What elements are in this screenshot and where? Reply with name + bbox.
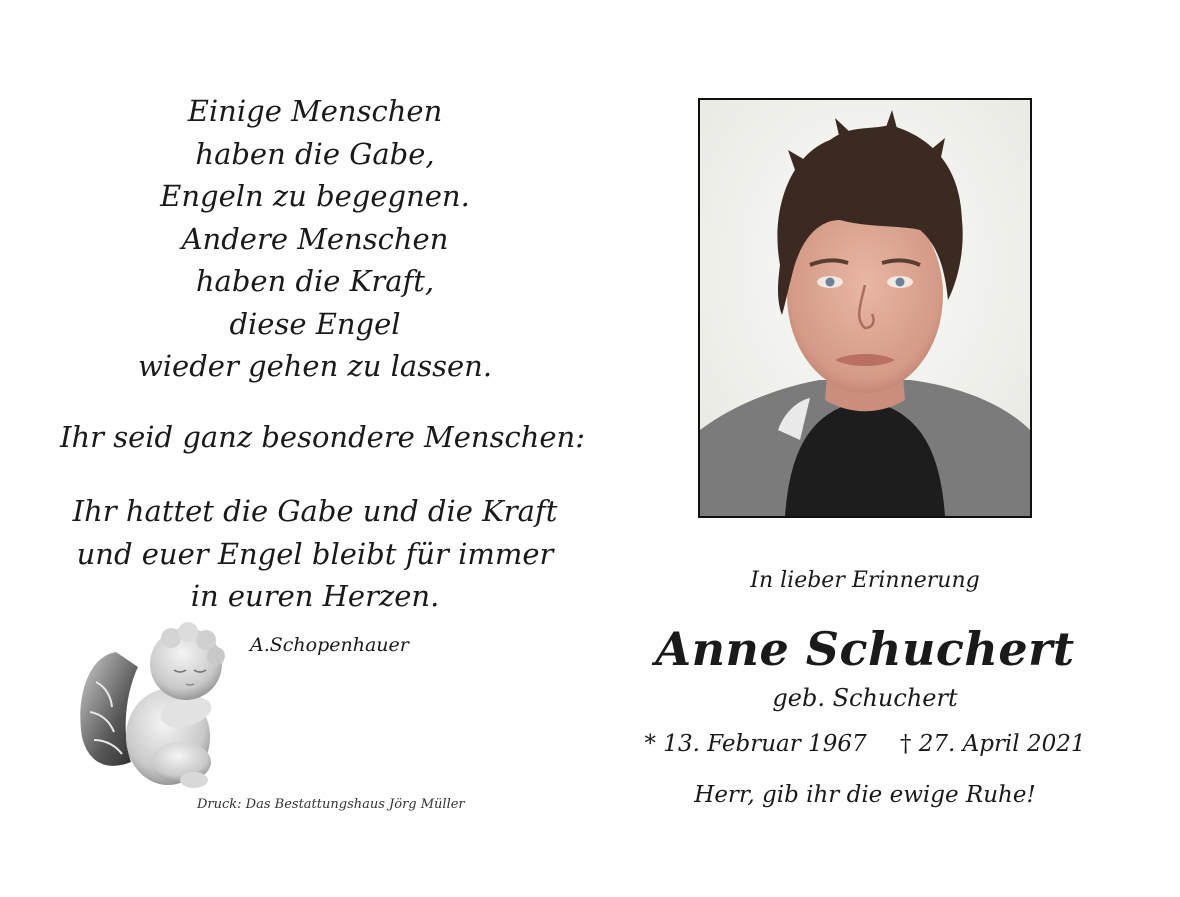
poem-author: A.Schopenhauer [250, 634, 409, 656]
angel-figurine-icon [76, 612, 246, 797]
poem-line: Engeln zu begegnen. [160, 179, 470, 213]
poem-line: Andere Menschen [181, 221, 449, 256]
print-credit: Druck: Das Bestattungshaus Jörg Müller [197, 797, 465, 812]
poem-line: und euer Engel bleibt für immer [76, 536, 554, 571]
poem-line: wieder gehen zu lassen. [137, 349, 493, 383]
poem-line: Einige Menschen [187, 94, 443, 128]
death-date: 27. April 2021 [918, 731, 1086, 757]
poem-stanza-2 [60, 416, 586, 459]
poem-line: Ihr hattet die Gabe und die Kraft [72, 494, 558, 528]
deceased-name: Anne Schuchert [655, 622, 1075, 676]
poem-stanza-1 [60, 90, 570, 388]
maiden-name: geb. Schuchert [772, 684, 958, 712]
poem-line: Ihr seid ganz besondere Menschen: [60, 420, 586, 454]
prayer-line: Herr, gib ihr die ewige Ruhe! [694, 782, 1036, 808]
life-dates [640, 731, 1090, 757]
memorial-heading: In lieber Erinnerung [750, 568, 980, 593]
poem-stanza-3 [60, 490, 570, 618]
portrait-photo [698, 98, 1032, 518]
poem-line: in euren Herzen. [190, 579, 440, 613]
poem-line: diese Engel [229, 306, 401, 341]
poem-line: haben die Gabe, [195, 136, 435, 171]
birth-date: * 13. Februar 1967 [644, 731, 867, 757]
death-cross-icon: † [899, 731, 912, 757]
poem-line: haben die Kraft, [195, 264, 435, 298]
